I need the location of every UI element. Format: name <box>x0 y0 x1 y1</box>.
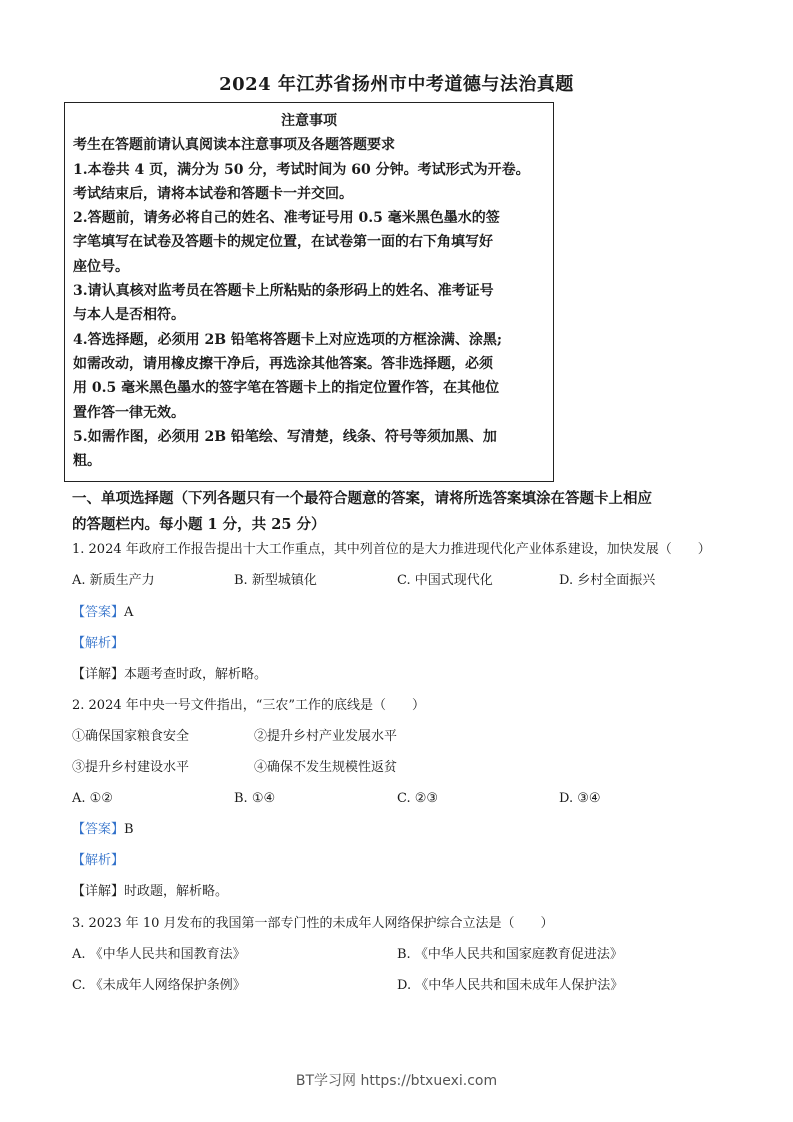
notice-line: 字笔填写在试卷及答题卡的规定位置，在试卷第一面的右下角填写好 <box>73 234 493 251</box>
q2-option-c: C. ②③ <box>397 791 439 806</box>
q2-item-3: ③提升乡村建设水平 <box>72 760 190 775</box>
q3-option-b: B. 《中华人民共和国家庭教育促进法》 <box>397 947 623 962</box>
q2-option-a: A. ①② <box>72 791 113 806</box>
detail-label: 【详解】 <box>72 884 125 899</box>
q3-option-c: C. 《未成年人网络保护条例》 <box>72 978 246 993</box>
q2-stem: 2. 2024 年中央一号文件指出，“三农”工作的底线是（ ） <box>72 698 426 713</box>
q2-item-1: ①确保国家粮食安全 <box>72 729 190 744</box>
q2-item-4: ④确保不发生规模性返贫 <box>254 760 398 775</box>
analysis-label: 【解析】 <box>72 636 125 651</box>
notice-line: 用 0.5 毫米黑色墨水的签字笔在答题卡上的指定位置作答，在其他位 <box>73 380 500 397</box>
notice-line: 1.本卷共 4 页，满分为 50 分，考试时间为 60 分钟。考试形式为开卷。 <box>73 161 530 178</box>
detail-text: 时政题，解析略。 <box>124 884 229 899</box>
notice-line: 4.答选择题，必须用 2B 铅笔将答题卡上对应选项的方框涂满、涂黑; <box>73 331 503 348</box>
detail-label: 【详解】 <box>72 667 125 682</box>
notice-line: 置作答一律无效。 <box>73 404 185 421</box>
q2-detail <box>72 882 228 902</box>
answer-value: B <box>124 822 134 837</box>
notice-line: 如需改动，请用橡皮擦干净后，再选涂其他答案。答非选择题，必须 <box>73 355 493 372</box>
q1-answer <box>72 603 133 623</box>
answer-value: A <box>124 605 134 620</box>
notice-line: 5.如需作图，必须用 2B 铅笔绘、写清楚，线条、符号等须加黑、加 <box>73 428 497 445</box>
section-heading-line1: 一、单项选择题（下列各题只有一个最符合题意的答案，请将所选答案填涂在答题卡上相应 <box>72 490 652 507</box>
q1-analysis <box>72 634 124 654</box>
q3-option-a: A. 《中华人民共和国教育法》 <box>72 947 246 962</box>
notice-line: 与本人是否相符。 <box>73 307 185 324</box>
notice-line: 粗。 <box>73 453 101 470</box>
q1-option-d: D. 乡村全面振兴 <box>559 573 656 588</box>
section-heading-line2: 的答题栏内。每小题 1 分，共 25 分） <box>72 516 326 533</box>
analysis-label: 【解析】 <box>72 853 125 868</box>
q1-stem: 1. 2024 年政府工作报告提出十大工作重点，其中列首位的是大力推进现代化产业体系建设，加快发展（ ） <box>72 542 711 557</box>
detail-text: 本题考查时政，解析略。 <box>124 667 268 682</box>
q1-detail <box>72 665 267 685</box>
q2-item-2: ②提升乡村产业发展水平 <box>254 729 398 744</box>
q2-answer <box>72 820 134 840</box>
notice-line: 2.答题前，请务必将自己的姓名、准考证号用 0.5 毫米黑色墨水的签 <box>73 210 500 227</box>
answer-label: 【答案】 <box>72 605 125 620</box>
q1-option-a: A. 新质生产力 <box>72 573 155 588</box>
notice-line: 3.请认真核对监考员在答题卡上所粘贴的条形码上的姓名、准考证号 <box>73 283 494 300</box>
q2-option-d: D. ③④ <box>559 791 601 806</box>
q2-analysis <box>72 851 124 871</box>
q3-option-d: D. 《中华人民共和国未成年人保护法》 <box>397 978 624 993</box>
q2-option-b: B. ①④ <box>234 791 276 806</box>
page-title: 2024 年江苏省扬州市中考道德与法治真题 <box>219 74 574 95</box>
notice-box <box>64 102 554 482</box>
answer-label: 【答案】 <box>72 822 125 837</box>
notice-line: 座位号。 <box>73 258 129 275</box>
footer-watermark: BT学习网 https://btxuexi.com <box>295 1073 498 1089</box>
notice-line: 考试结束后，请将本试卷和答题卡一并交回。 <box>73 185 353 202</box>
q3-stem: 3. 2023 年 10 月发布的我国第一部专门性的未成年人网络保护综合立法是（ ） <box>72 916 554 931</box>
q1-option-b: B. 新型城镇化 <box>234 573 317 588</box>
notice-line: 考生在答题前请认真阅读本注意事项及各题答题要求 <box>73 137 395 154</box>
q1-option-c: C. 中国式现代化 <box>397 573 493 588</box>
notice-heading: 注意事项 <box>281 113 337 129</box>
